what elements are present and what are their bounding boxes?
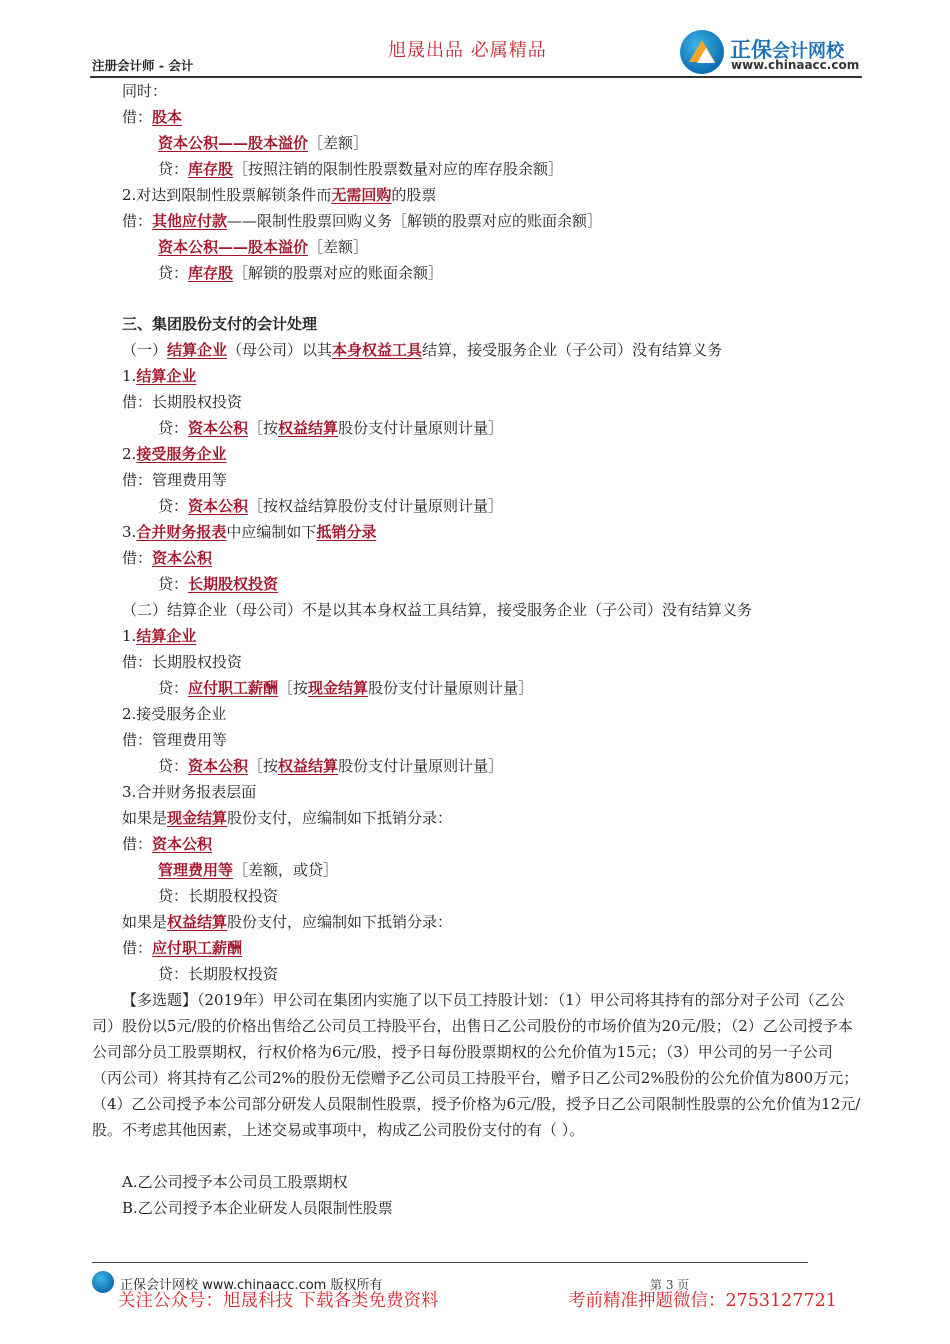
entry-credit — [158, 415, 503, 441]
label: 贷： — [158, 679, 189, 697]
text: 2.对达到限制性股票解锁条件而 — [122, 186, 332, 204]
label: 贷： — [158, 419, 189, 437]
entry-debit: 借：管理费用等 — [122, 731, 228, 749]
entry-credit — [158, 260, 443, 286]
note: ［按照注销的限制性股票数量对应的库存股余额］ — [233, 160, 564, 178]
keyword: 股本 — [152, 108, 183, 126]
list-item — [122, 623, 196, 649]
keyword: 应付职工薪酬 — [188, 679, 279, 697]
course-title: 注册会计师 - 会计 — [92, 58, 194, 73]
text: ［按 — [248, 419, 279, 437]
keyword: 无需回购 — [331, 186, 392, 204]
keyword: 管理费用等 — [158, 861, 234, 879]
entry-credit: 贷：长期股权投资 — [158, 887, 279, 905]
keyword: 其他应付款 — [152, 212, 228, 230]
text: 1. — [122, 367, 137, 385]
keyword: 资本公积 — [188, 757, 249, 775]
option-b: B.乙公司授予本企业研发人员限制性股票 — [122, 1199, 393, 1217]
keyword: 现金结算 — [167, 809, 228, 827]
entry-debit-cont — [158, 130, 368, 156]
text: ［按 — [248, 757, 279, 775]
text: 如果是 — [122, 913, 168, 931]
keyword: 资本公积——股本溢价 — [158, 134, 309, 152]
option-a: A.乙公司授予本公司员工股票期权 — [122, 1173, 348, 1191]
keyword: 资本公积 — [188, 419, 249, 437]
entry-debit — [122, 104, 182, 130]
text: （母公司）以其 — [227, 341, 333, 359]
list-item: 3.合并财务报表层面 — [122, 783, 257, 801]
text: 股份支付，应编制如下抵销分录： — [227, 809, 453, 827]
entry-debit — [122, 831, 212, 857]
entry-credit: 贷：长期股权投资 — [158, 965, 279, 983]
text: ［按 — [278, 679, 309, 697]
keyword: 库存股 — [188, 160, 234, 178]
entry-debit — [122, 208, 602, 234]
text: 如果是 — [122, 809, 168, 827]
text: 3. — [122, 523, 137, 541]
text-line — [122, 909, 452, 935]
watermark-right: 考前精准押题微信：2753127721 — [568, 1291, 837, 1311]
footer-logo-icon — [92, 1271, 114, 1293]
keyword: 资本公积 — [188, 497, 249, 515]
keyword: 合并财务报表 — [136, 523, 227, 541]
footer-copyright: 正保会计网校 www.chinaacc.com 版权所有 — [120, 1278, 383, 1293]
keyword: 库存股 — [188, 264, 234, 282]
watermark-left: 关注公众号：旭晟科技 下载各类免费资料 — [118, 1291, 439, 1311]
text: 股份支付计量原则计量］ — [338, 419, 504, 437]
note: ［按权益结算股份支付计量原则计量］ — [248, 497, 504, 515]
label: 借： — [122, 212, 153, 230]
text-line — [122, 182, 436, 208]
chinaacc-logo-icon — [680, 30, 724, 74]
subsection-heading: （二）结算企业（母公司）不是以其本身权益工具结算，接受服务企业（子公司）没有结算义务 — [122, 601, 753, 619]
text: 2. — [122, 445, 137, 463]
footer-divider — [92, 1262, 808, 1263]
entry-credit — [158, 156, 563, 182]
text: 股份支付计量原则计量］ — [368, 679, 534, 697]
keyword: 结算企业 — [136, 627, 197, 645]
note: ［差额］ — [308, 238, 369, 256]
label: 贷： — [158, 497, 189, 515]
entry-credit — [158, 675, 533, 701]
page-number: 第 3 页 — [650, 1278, 690, 1292]
entry-debit — [122, 935, 242, 961]
keyword: 资本公积——股本溢价 — [158, 238, 309, 256]
label: 贷： — [158, 575, 189, 593]
section-heading: 三、集团股份支付的会计处理 — [122, 315, 318, 333]
entry-debit-cont — [158, 234, 368, 260]
entry-debit: 借：长期股权投资 — [122, 393, 243, 411]
keyword: 资本公积 — [152, 835, 213, 853]
label: 贷： — [158, 160, 189, 178]
entry-debit-cont — [158, 857, 338, 883]
text: 股份支付计量原则计量］ — [338, 757, 504, 775]
text: 1. — [122, 627, 137, 645]
list-item — [122, 363, 196, 389]
keyword: 抵销分录 — [316, 523, 377, 541]
keyword: 本身权益工具 — [332, 341, 423, 359]
logo-name-big: 正保 — [730, 38, 772, 62]
keyword: 资本公积 — [152, 549, 213, 567]
note: ——限制性股票回购义务［解锁的股票对应的账面余额］ — [227, 212, 603, 230]
keyword: 结算企业 — [136, 367, 197, 385]
label: 借： — [122, 939, 153, 957]
keyword: 长期股权投资 — [188, 575, 279, 593]
note: ［差额，或贷］ — [233, 861, 339, 879]
question-paragraph: 【多选题】（2019年）甲公司在集团内实施了以下员工持股计划：（1）甲公司将其持有的部分对子公司（乙公司）股份以5元/股的价格出售给乙公司员工持股平台，出售日乙公司股份的市场价值为20元/股；（2）乙公司授予本公司部分员工股票期权，行权价格为6元/股，授予日每份股票期权的公允价值为15元；（3）甲公司的另一子公司（丙公司）将其持有乙公司2%的股份无偿赠予乙公司员工持股平台，赠予日乙公司2%股份的公允价值为800万元；（4）乙公司授予本公司部分研发人员限制性股票，授予价格为6元/股，授予日乙公司限制性股票的公允价值为12元/股。不考虑其他因素，上述交易或事项中，构成乙公司股份支付的有（ ）。 — [92, 991, 861, 1139]
keyword: 结算企业 — [167, 341, 228, 359]
list-item — [122, 519, 376, 545]
keyword: 现金结算 — [308, 679, 369, 697]
text-line — [122, 805, 452, 831]
label: 贷： — [158, 757, 189, 775]
keyword: 应付职工薪酬 — [152, 939, 243, 957]
text: 结算，接受服务企业（子公司）没有结算义务 — [422, 341, 723, 359]
header-slogan: 旭晟出品 必属精品 — [388, 40, 547, 61]
keyword: 权益结算 — [278, 419, 339, 437]
text: （一） — [122, 341, 168, 359]
entry-credit — [158, 753, 503, 779]
header-divider — [90, 76, 862, 78]
list-item: 2.接受服务企业 — [122, 705, 227, 723]
label: 贷： — [158, 264, 189, 282]
keyword: 接受服务企业 — [136, 445, 227, 463]
list-item — [122, 441, 226, 467]
text-line: 同时： — [122, 82, 168, 100]
text: 的股票 — [391, 186, 437, 204]
subsection-heading — [122, 337, 722, 363]
label: 借： — [122, 108, 153, 126]
label: 借： — [122, 835, 153, 853]
note: ［差额］ — [308, 134, 369, 152]
keyword: 权益结算 — [278, 757, 339, 775]
text: 股份支付，应编制如下抵销分录： — [227, 913, 453, 931]
text: 中应编制如下 — [226, 523, 317, 541]
logo-name-rest: 会计网校 — [772, 41, 844, 62]
label: 借： — [122, 549, 153, 567]
entry-debit — [122, 545, 212, 571]
entry-credit — [158, 571, 278, 597]
entry-credit — [158, 493, 503, 519]
logo-url: www.chinaacc.com — [731, 58, 860, 72]
note: ［解锁的股票对应的账面余额］ — [233, 264, 444, 282]
entry-debit: 借：管理费用等 — [122, 471, 228, 489]
keyword: 权益结算 — [167, 913, 228, 931]
entry-debit: 借：长期股权投资 — [122, 653, 243, 671]
